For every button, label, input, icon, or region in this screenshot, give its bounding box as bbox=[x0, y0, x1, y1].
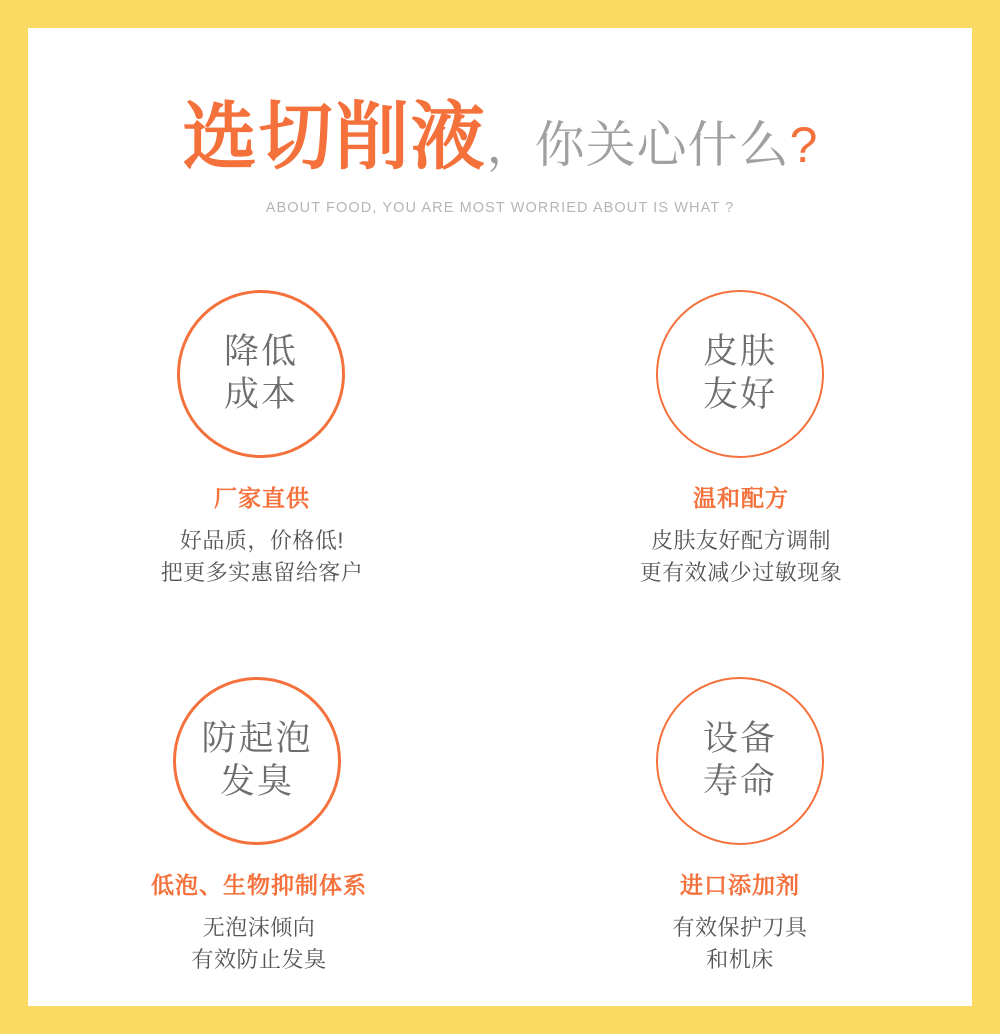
feature-item-equipment-life bbox=[500, 677, 972, 976]
feature-circle-foam bbox=[173, 677, 341, 845]
frame-left-border bbox=[0, 0, 28, 1034]
feature-grid bbox=[28, 290, 972, 976]
feature-desc-line-1: 有效保护刀具 bbox=[672, 914, 808, 940]
page-title-sub: 你关心什么 bbox=[534, 117, 790, 173]
frame-right-border bbox=[972, 0, 1000, 1034]
feature-circle-line-2: 寿命 bbox=[702, 761, 777, 801]
feature-circle-line-2: 友好 bbox=[702, 375, 777, 414]
frame-bottom-border bbox=[0, 1006, 1000, 1034]
feature-circle-equipment-life bbox=[656, 677, 824, 845]
feature-item-foam bbox=[28, 677, 500, 976]
page-subtitle-english: ABOUT FOOD, YOU ARE MOST WORRIED ABOUT IS WHAT ? bbox=[265, 200, 735, 216]
feature-item-cost bbox=[28, 290, 500, 589]
page-title-comma: ， bbox=[486, 120, 535, 173]
feature-title-equipment-life: 进口添加剂 bbox=[680, 871, 800, 898]
feature-circle-line-1: 设备 bbox=[702, 719, 777, 759]
feature-title-cost: 厂家直供 bbox=[214, 485, 310, 511]
feature-title-foam: 低泡、生物抑制体系 bbox=[151, 871, 367, 898]
feature-desc-line-1: 好品质，价格低! bbox=[179, 528, 345, 553]
feature-circle-line-1: 皮肤 bbox=[702, 332, 777, 372]
feature-row-2 bbox=[28, 677, 972, 976]
frame-top-border bbox=[0, 0, 1000, 28]
feature-desc-equipment-life bbox=[672, 912, 807, 976]
feature-circle-skin bbox=[656, 290, 824, 458]
feature-desc-cost bbox=[161, 525, 364, 589]
page-title-main: 选切削液 bbox=[182, 95, 487, 178]
page-title-question-mark: ? bbox=[789, 117, 818, 173]
feature-circle-line-1: 防起泡 bbox=[201, 719, 313, 759]
poster-content bbox=[28, 28, 972, 1006]
feature-title-skin: 温和配方 bbox=[693, 485, 789, 511]
feature-desc-line-2: 把更多实惠留给客户 bbox=[160, 559, 364, 585]
page-title bbox=[28, 95, 972, 178]
feature-circle-line-2: 发臭 bbox=[219, 761, 294, 801]
feature-desc-line-2: 和机床 bbox=[706, 946, 774, 972]
feature-desc-line-1: 无泡沫倾向 bbox=[202, 914, 316, 940]
feature-desc-foam bbox=[191, 912, 326, 976]
feature-circle-line-1: 降低 bbox=[223, 332, 298, 372]
feature-circle-cost bbox=[177, 290, 345, 458]
feature-desc-line-2: 有效防止发臭 bbox=[191, 946, 327, 972]
feature-item-skin bbox=[500, 290, 972, 589]
feature-desc-skin bbox=[640, 525, 843, 589]
feature-desc-line-2: 更有效减少过敏现象 bbox=[639, 559, 843, 585]
feature-circle-line-2: 成本 bbox=[223, 375, 298, 414]
feature-row-1 bbox=[28, 290, 972, 589]
feature-desc-line-1: 皮肤友好配方调制 bbox=[650, 528, 831, 553]
